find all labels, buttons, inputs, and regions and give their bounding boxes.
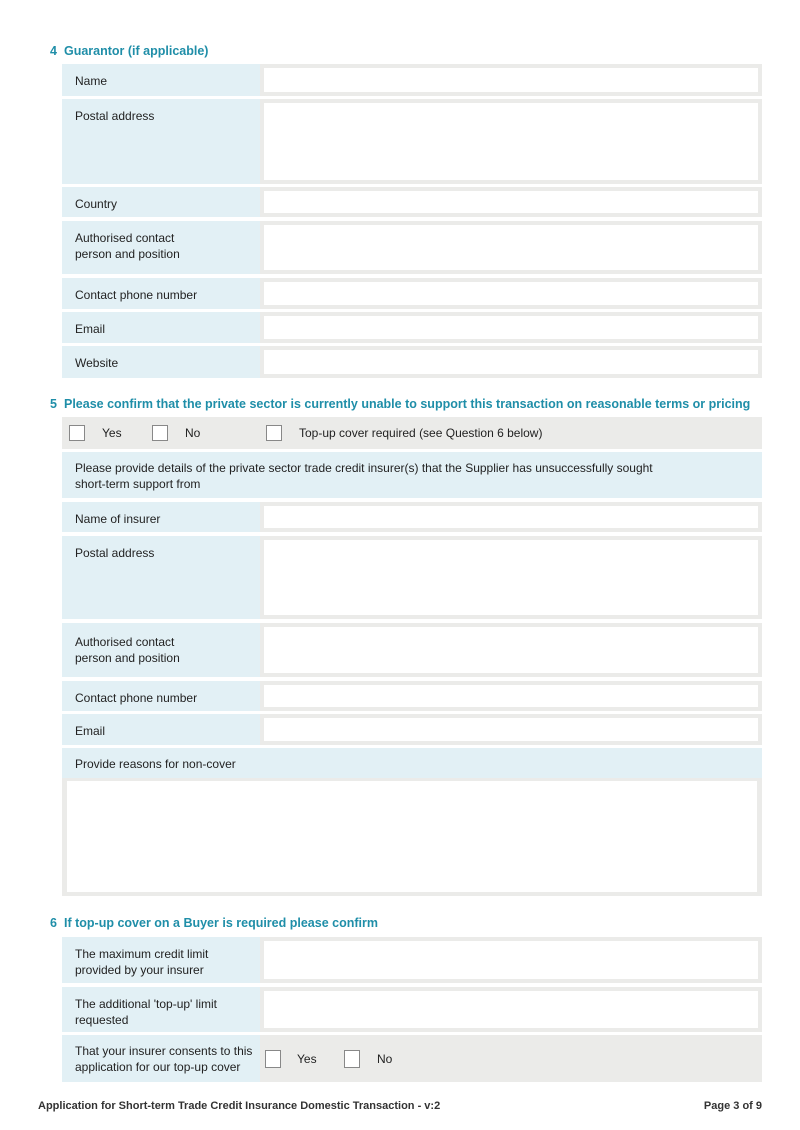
guarantor-phone-input[interactable] [264,282,758,305]
max-credit-limit-input[interactable] [264,941,758,979]
yes-checkbox[interactable] [69,425,85,441]
top-up-limit-input[interactable] [264,991,758,1028]
guarantor-name-row: Name [62,64,762,96]
insurer-name-input[interactable] [264,506,758,528]
section-6-heading: 6 If top-up cover on a Buyer is required please confirm [50,916,378,930]
insurer-phone-row: Contact phone number [62,681,762,711]
insurer-address-input[interactable] [264,540,758,615]
section-4-heading: 4 Guarantor (if applicable) [50,44,209,58]
guarantor-phone-row: Contact phone number [62,278,762,309]
guarantor-address-row: Postal address [62,99,762,184]
guarantor-email-row: Email [62,312,762,343]
consent-yes-checkbox[interactable] [265,1050,281,1068]
guarantor-address-input[interactable] [264,103,758,180]
footer-title: Application for Short-term Trade Credit Insurance Domestic Transaction - v:2 [38,1100,441,1112]
guarantor-name-input[interactable] [264,68,758,92]
reasons-label-row: Provide reasons for non-cover [62,748,762,778]
reasons-field [62,778,762,896]
insurer-address-row: Postal address [62,536,762,619]
section-5-heading: 5 Please confirm that the private sector is currently unable to support this transaction on reasonable terms or pricing [50,397,751,411]
consent-no-checkbox[interactable] [344,1050,360,1068]
guarantor-contact-person-input[interactable] [264,225,758,270]
no-checkbox[interactable] [152,425,168,441]
insurer-phone-input[interactable] [264,685,758,707]
guarantor-email-input[interactable] [264,316,758,339]
top-up-required-checkbox[interactable] [266,425,282,441]
page-number: Page 3 of 9 [703,1100,762,1112]
reasons-input[interactable] [67,781,757,892]
insurer-contact-person-input[interactable] [264,627,758,673]
insurer-email-row: Email [62,714,762,745]
insurer-contact-person-row: Authorised contact person and position [62,623,762,677]
insurer-name-row: Name of insurer [62,502,762,532]
guarantor-contact-person-row: Authorised contact person and position [62,221,762,274]
insurer-email-input[interactable] [264,718,758,741]
insurer-details-prompt-row: Please provide details of the private sector trade credit insurer(s) that the Supplier has unsuccessfully sought short-term support from [62,452,762,498]
top-up-limit-row: The additional 'top-up' limit requested [62,987,762,1032]
private-sector-options-row: Yes No Top-up cover required (see Question 6 below) [62,417,762,449]
max-credit-limit-row: The maximum credit limit provided by your insurer [62,937,762,983]
guarantor-country-input[interactable] [264,191,758,213]
guarantor-website-input[interactable] [264,350,758,374]
guarantor-country-row: Country [62,187,762,217]
insurer-consent-row: That your insurer consents to this application for our top-up cover Yes No [62,1035,762,1082]
guarantor-website-row: Website [62,346,762,378]
